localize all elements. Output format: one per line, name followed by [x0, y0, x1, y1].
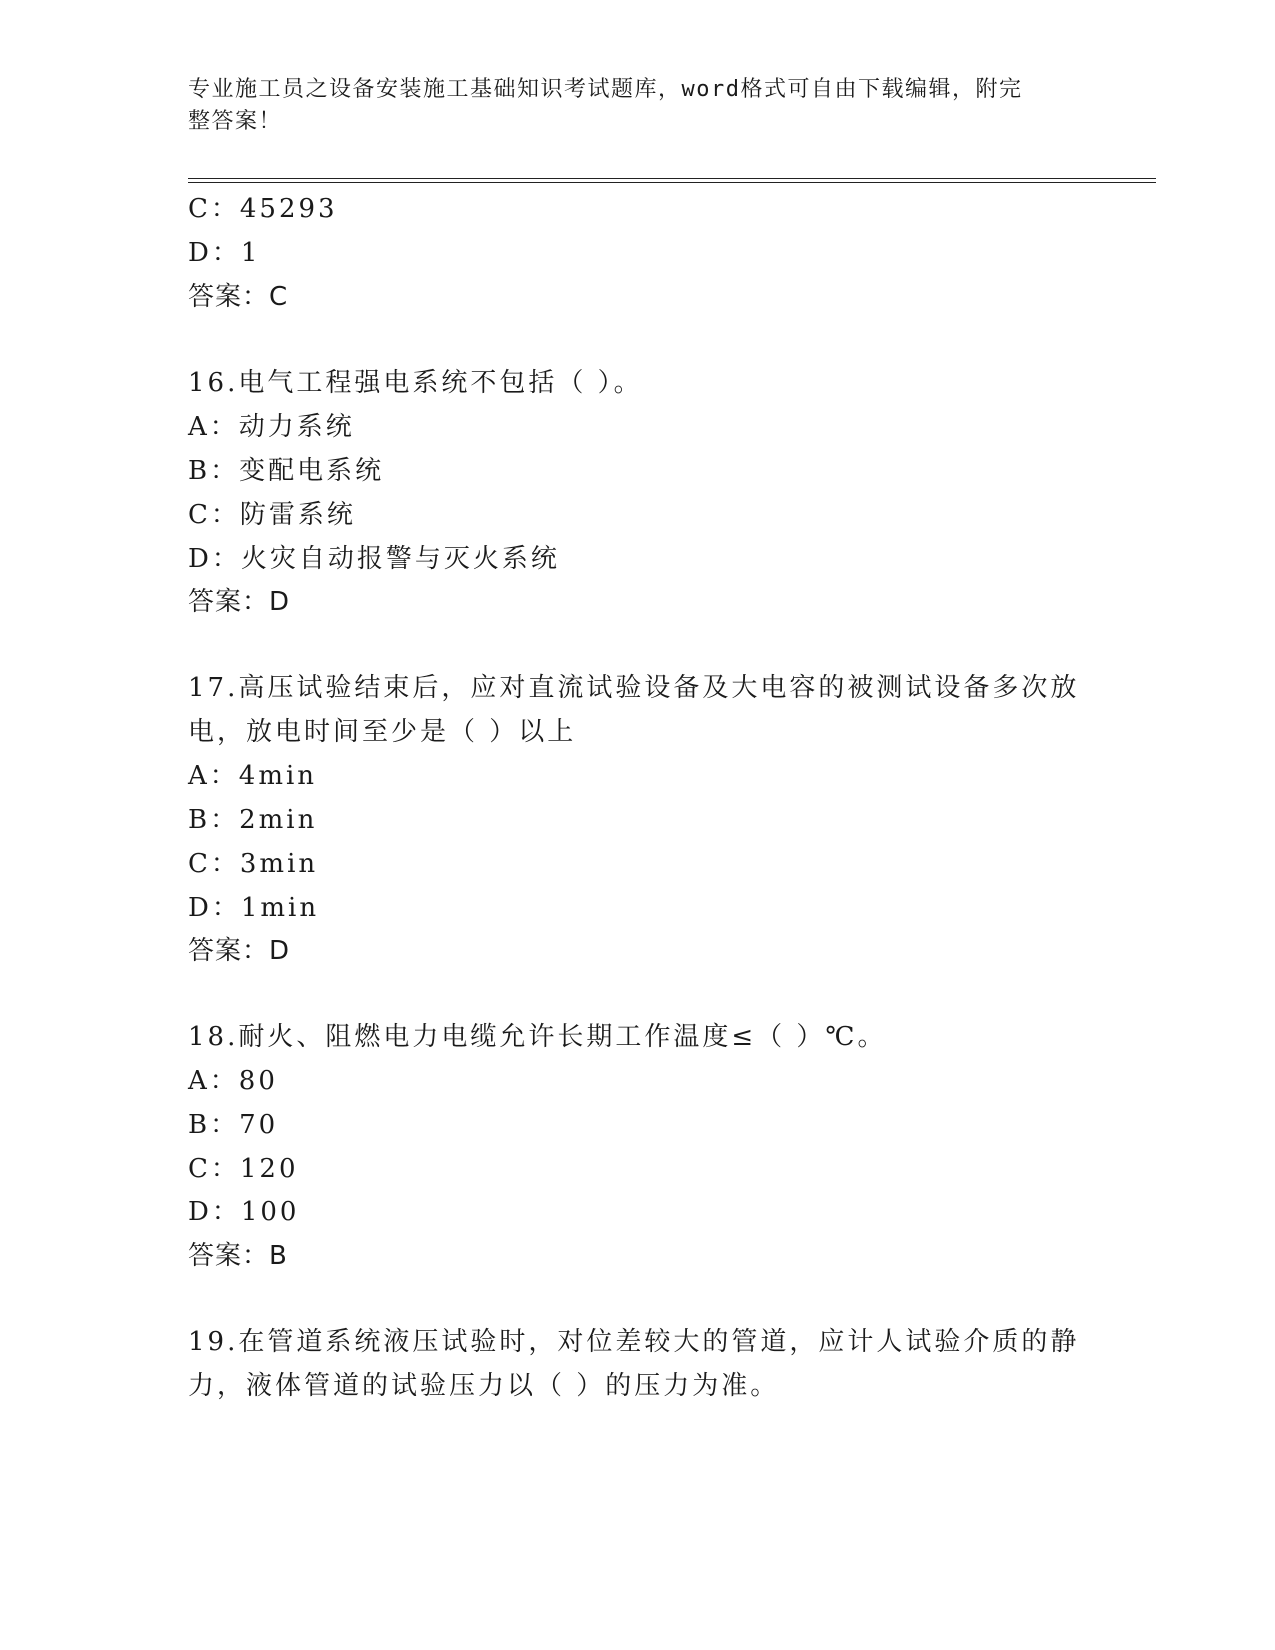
prev-option-d: D：1: [188, 238, 261, 268]
document-header: [188, 74, 1068, 138]
q18-option-c: C：120: [188, 1154, 299, 1184]
q17-option-d: D：1min: [188, 893, 320, 923]
q16-option-c: C：防雷系统: [188, 500, 356, 530]
q19-stem-line-2: 力，液体管道的试验压力以（ ）的压力为准。: [188, 1371, 780, 1401]
q17-option-b: B：2min: [188, 805, 318, 835]
q18-answer: 答案：B: [188, 1241, 288, 1271]
q16-option-d: D：火灾自动报警与灭火系统: [188, 544, 560, 574]
q16-answer: 答案：D: [188, 587, 291, 617]
header-rule-top: [188, 178, 1156, 179]
prev-option-c: C：45293: [188, 194, 338, 224]
q18-option-d: D：100: [188, 1197, 300, 1227]
q17-option-a: A：4min: [188, 761, 318, 791]
q17-answer: 答案：D: [188, 936, 291, 966]
q18-stem: 18.耐火、阻燃电力电缆允许长期工作温度≤（ ）℃。: [188, 1022, 887, 1052]
prev-answer: 答案：C: [188, 282, 289, 312]
q18-option-b: B：70: [188, 1110, 279, 1140]
header-line-1: 专业施工员之设备安装施工基础知识考试题库，word格式可自由下载编辑，附完: [188, 77, 1023, 102]
header-rule-bottom: [188, 182, 1156, 183]
q16-stem: 16.电气工程强电系统不包括（ ）。: [188, 368, 643, 398]
q16-option-b: B：变配电系统: [188, 456, 385, 486]
q19-stem-line-1: 19.在管道系统液压试验时，对位差较大的管道，应计人试验介质的静: [188, 1327, 1080, 1357]
q17-stem-line-2: 电，放电时间至少是（ ）以上: [188, 717, 577, 747]
header-line-2: 整答案！: [188, 109, 283, 134]
q18-option-a: A：80: [188, 1066, 278, 1096]
q16-option-a: A：动力系统: [188, 412, 355, 442]
q17-option-c: C：3min: [188, 849, 319, 879]
q17-stem-line-1: 17.高压试验结束后，应对直流试验设备及大电容的被测试设备多次放: [188, 673, 1080, 703]
